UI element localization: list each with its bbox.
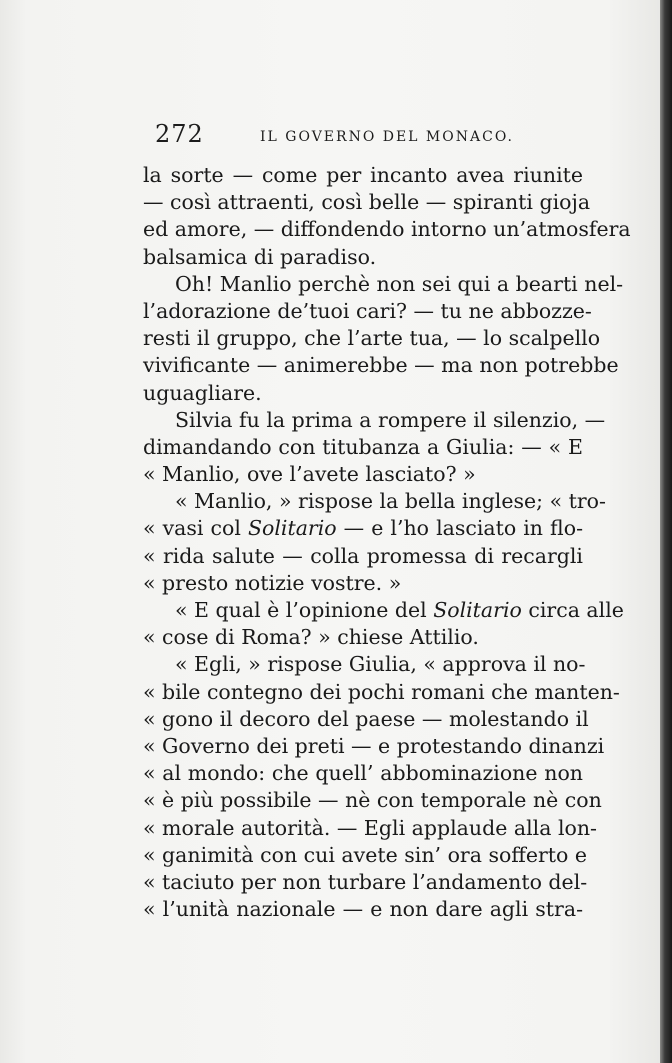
text-line: « E qual è l’opinione del Solitario circa alle bbox=[175, 598, 624, 622]
text-line: « presto notizie vostre. » bbox=[143, 570, 402, 595]
text-line: Silvia fu la prima a rompere il silenzio, — bbox=[175, 407, 606, 432]
text-line: « è più possibile — nè con temporale nè con bbox=[143, 788, 602, 813]
text-line: Oh! Manlio perchè non sei qui a bearti nel- bbox=[175, 271, 624, 296]
text-line: ed amore, — diffondendo intorno un’atmosfera bbox=[143, 217, 631, 242]
text-line: « bile contegno dei pochi romani che manten- bbox=[143, 679, 620, 704]
text-line: « Manlio, » rispose la bella inglese; « tro- bbox=[175, 489, 606, 514]
text-line: l’adorazione de’tuoi cari? — tu ne abbozze- bbox=[143, 298, 592, 323]
text-line: dimandando con titubanza a Giulia: — « E bbox=[143, 434, 583, 459]
text-line: « Governo dei preti — e protestando dinanzi bbox=[143, 733, 605, 758]
text-line: « al mondo: che quell’ abbominazione non bbox=[143, 761, 583, 786]
text-line: « l’unità nazionale — e non dare agli stra- bbox=[143, 897, 583, 922]
text-line: la sorte — come per incanto avea riunite bbox=[143, 163, 583, 187]
text-line: uguagliare. bbox=[143, 380, 262, 405]
text-line: « rida salute — colla promessa di recargli bbox=[143, 543, 583, 568]
text-line: « taciuto per non turbare l’andamento del- bbox=[143, 869, 588, 894]
italic-title: Solitario bbox=[247, 516, 337, 541]
text-line: « vasi col Solitario — e l’ho lasciato in flo- bbox=[143, 516, 583, 541]
text-line: balsamica di paradiso. bbox=[143, 244, 377, 269]
body-text bbox=[143, 162, 631, 923]
page-header bbox=[155, 120, 585, 150]
text-line: resti il gruppo, che l’arte tua, — lo scalpello bbox=[143, 326, 601, 351]
running-title: IL GOVERNO DEL MONACO. bbox=[260, 129, 514, 145]
text-line: « Egli, » rispose Giulia, « approva il no- bbox=[175, 652, 586, 677]
text-line: « Manlio, ove l’avete lasciato? » bbox=[143, 462, 476, 487]
text-line: « gono il decoro del paese — molestando il bbox=[143, 706, 589, 731]
text-line: « cose di Roma? » chiese Attilio. bbox=[143, 625, 479, 650]
text-line: — così attraenti, così belle — spiranti gioja bbox=[143, 190, 591, 215]
italic-title: Solitario bbox=[433, 598, 522, 622]
text-line: « ganimità con cui avete sin’ ora sofferto e bbox=[143, 842, 588, 867]
page-edge bbox=[660, 0, 672, 1063]
page-number: 272 bbox=[155, 120, 204, 148]
text-line: vivificante — animerebbe — ma non potrebbe bbox=[143, 353, 619, 378]
text-line: « morale autorità. — Egli applaude alla lon- bbox=[143, 815, 597, 840]
